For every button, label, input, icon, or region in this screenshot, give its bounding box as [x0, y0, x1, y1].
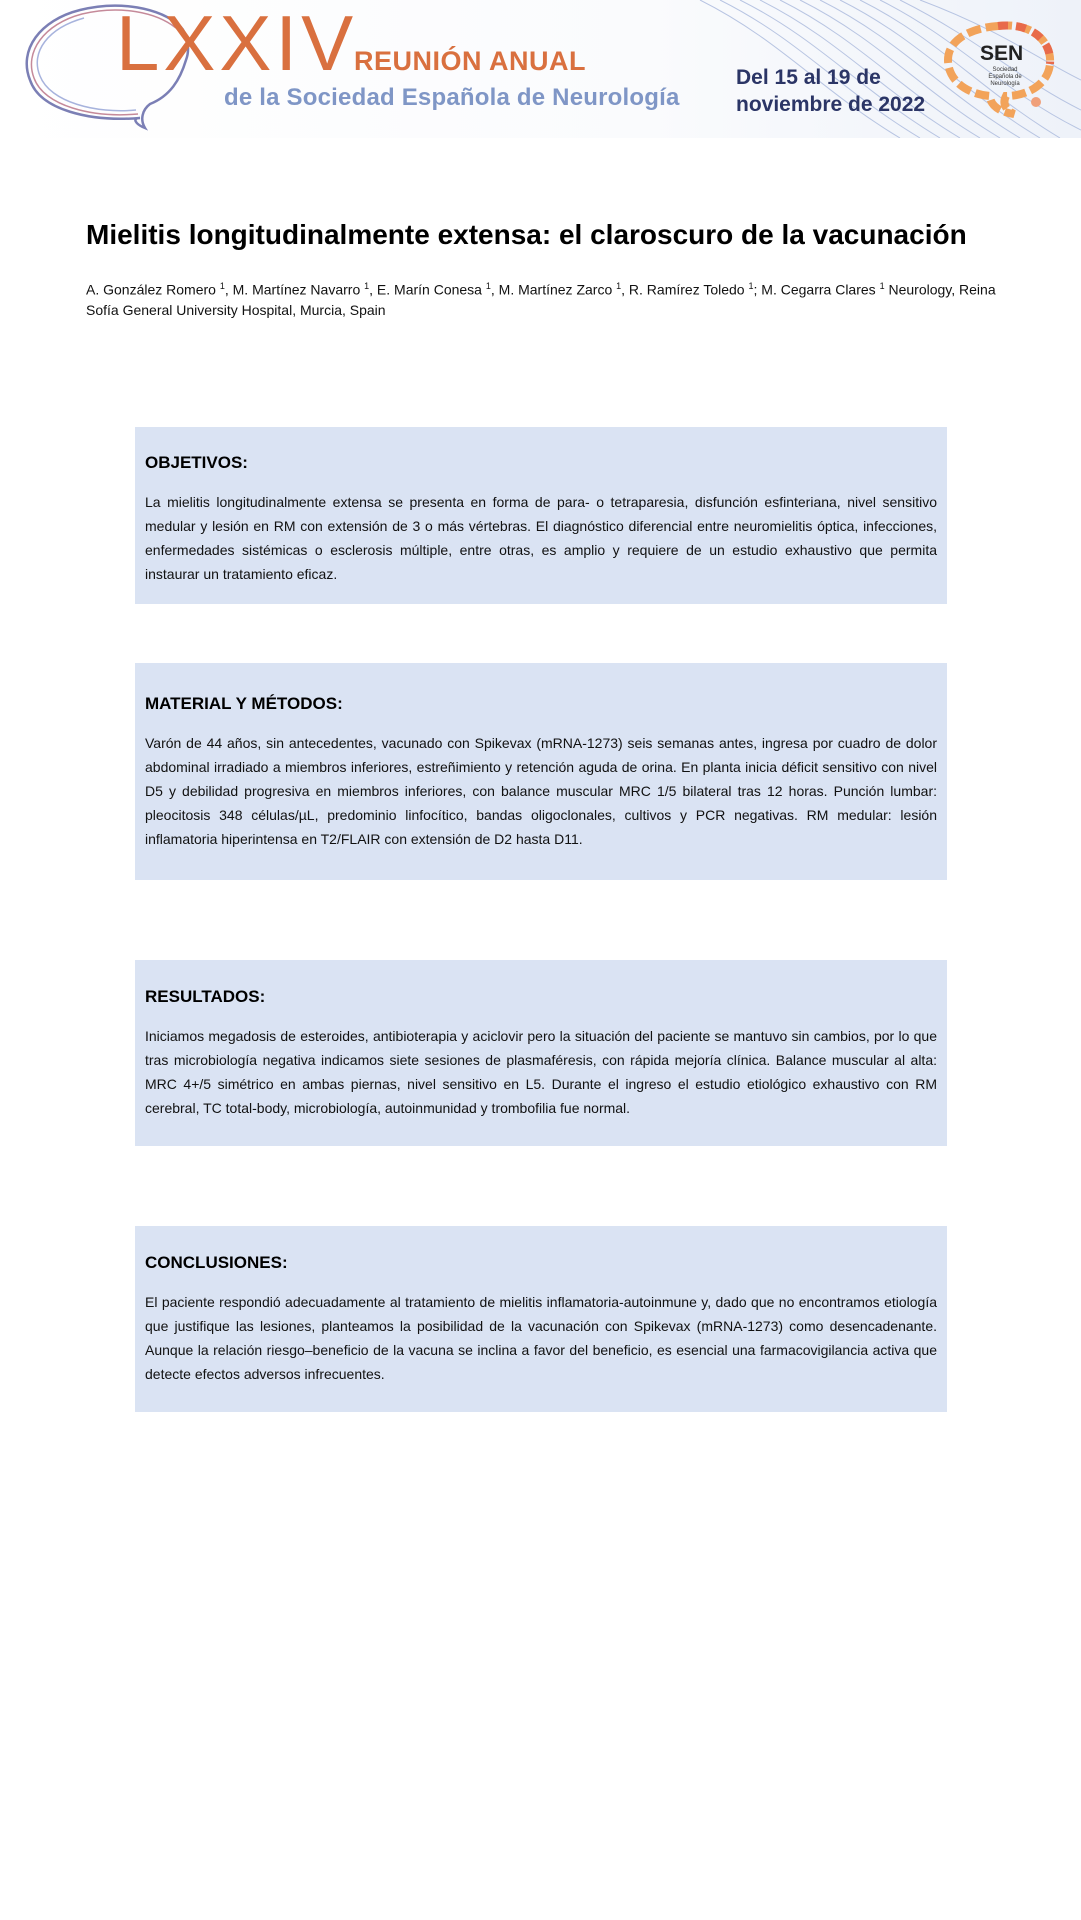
author-6: ; M. Cegarra Clares [753, 281, 880, 298]
affil-mark: 1 [616, 281, 622, 291]
congress-banner [0, 0, 1081, 138]
section-body: Varón de 44 años, sin antecedentes, vacunado con Spikevax (mRNA-1273) seis semanas antes, ingresa por cuadro de dolor abdominal irradiado a miembros inferiores, estreñimiento y retención aguda de orina. En planta inicia déficit sensitivo con nivel D5 y debilidad progresiva en miembros inferiores, con balance muscular MRC 1/5 bilateral tras 12 horas. Punción lumbar: pleocitosis 348 células/µL, predominio linfocítico, bandas oligoclonales, cultivos y PCR negativas. RM medular: lesión inflamatoria hiperintensa en T2/FLAIR con extensión de D2 hasta D11. [145, 735, 937, 847]
author-2: , M. Martínez Navarro [224, 281, 365, 298]
sen-logo-subtext: Sociedad Española de Neurología [988, 67, 1022, 87]
edition-numeral: LXXIV [116, 0, 358, 87]
section-conclusiones [135, 1226, 947, 1412]
section-objetivos [135, 427, 947, 604]
section-heading: RESULTADOS: [145, 987, 266, 1006]
dates-line-2: noviembre de 2022 [736, 93, 926, 116]
author-3: , E. Marín Conesa [369, 281, 486, 298]
section-resultados [135, 960, 947, 1146]
section-heading: MATERIAL Y MÉTODOS: [145, 694, 343, 713]
author-4: , M. Martínez Zarco [490, 281, 617, 298]
section-body: Iniciamos megadosis de esteroides, antibioterapia y aciclovir pero la situación del paciente se mantuvo sin cambios, por lo que tras microbiología negativa indicamos siete sesiones de plasmaféresis, con rápida mejoría clínica. Balance muscular al alta: MRC 4+/5 simétrico en ambas piernas, nivel sensitivo en L5. Durante el ingreso el estudio etiológico exhaustivo con RM cerebral, TC total-body, microbiología, autoinmunidad y trombofilia fue normal. [145, 1028, 937, 1116]
affil-mark: 1 [485, 281, 491, 291]
section-body: La mielitis longitudinalmente extensa se presenta en forma de para- o tetraparesia, disfunción esfinteriana, nivel sensitivo medular y lesión en RM con extensión de 3 o más vértebras. El diagnóstico diferencial entre neuromielitis óptica, infecciones, enfermedades sistémicas o esclerosis múltiple, entre otras, es amplio y requiere de un estudio exhaustivo que permita instaurar un tratamiento eficaz. [145, 494, 937, 582]
society-label: de la Sociedad Española de Neurología [224, 84, 680, 111]
section-material-metodos [135, 663, 947, 880]
affiliation: Neurology, Reina Sofía General University Hospital, Murcia, Spain [86, 281, 996, 318]
author-list [86, 276, 996, 320]
section-heading: CONCLUSIONES: [145, 1253, 288, 1272]
affil-mark: 1 [364, 281, 370, 291]
affil-mark: 1 [748, 281, 754, 291]
event-dates [736, 64, 925, 118]
affil-mark: 1 [879, 281, 885, 291]
section-heading: OBJETIVOS: [145, 453, 248, 472]
section-body: El paciente respondió adecuadamente al tratamiento de mielitis inflamatoria-autoinmune y, dado que no encontramos etiología que justifique las lesiones, planteamos la posibilidad de la vacunación con Spikevax (mRNA-1273) como desencadenante. Aunque la relación riesgo–beneficio de la vacuna se inclina a favor del beneficio, es esencial una farmacovigilancia activa que detecte efectos adversos infrecuentes. [145, 1294, 937, 1382]
paper-title: Mielitis longitudinalmente extensa: el claroscuro de la vacunación [86, 219, 967, 250]
author-1: A. González Romero [86, 281, 220, 298]
affil-mark: 1 [219, 281, 225, 291]
sen-logo-text: SEN [980, 42, 1024, 65]
meeting-label: REUNIÓN ANUAL [354, 46, 586, 76]
dates-line-1: Del 15 al 19 de [736, 66, 881, 89]
author-5: , R. Ramírez Toledo [621, 281, 749, 298]
